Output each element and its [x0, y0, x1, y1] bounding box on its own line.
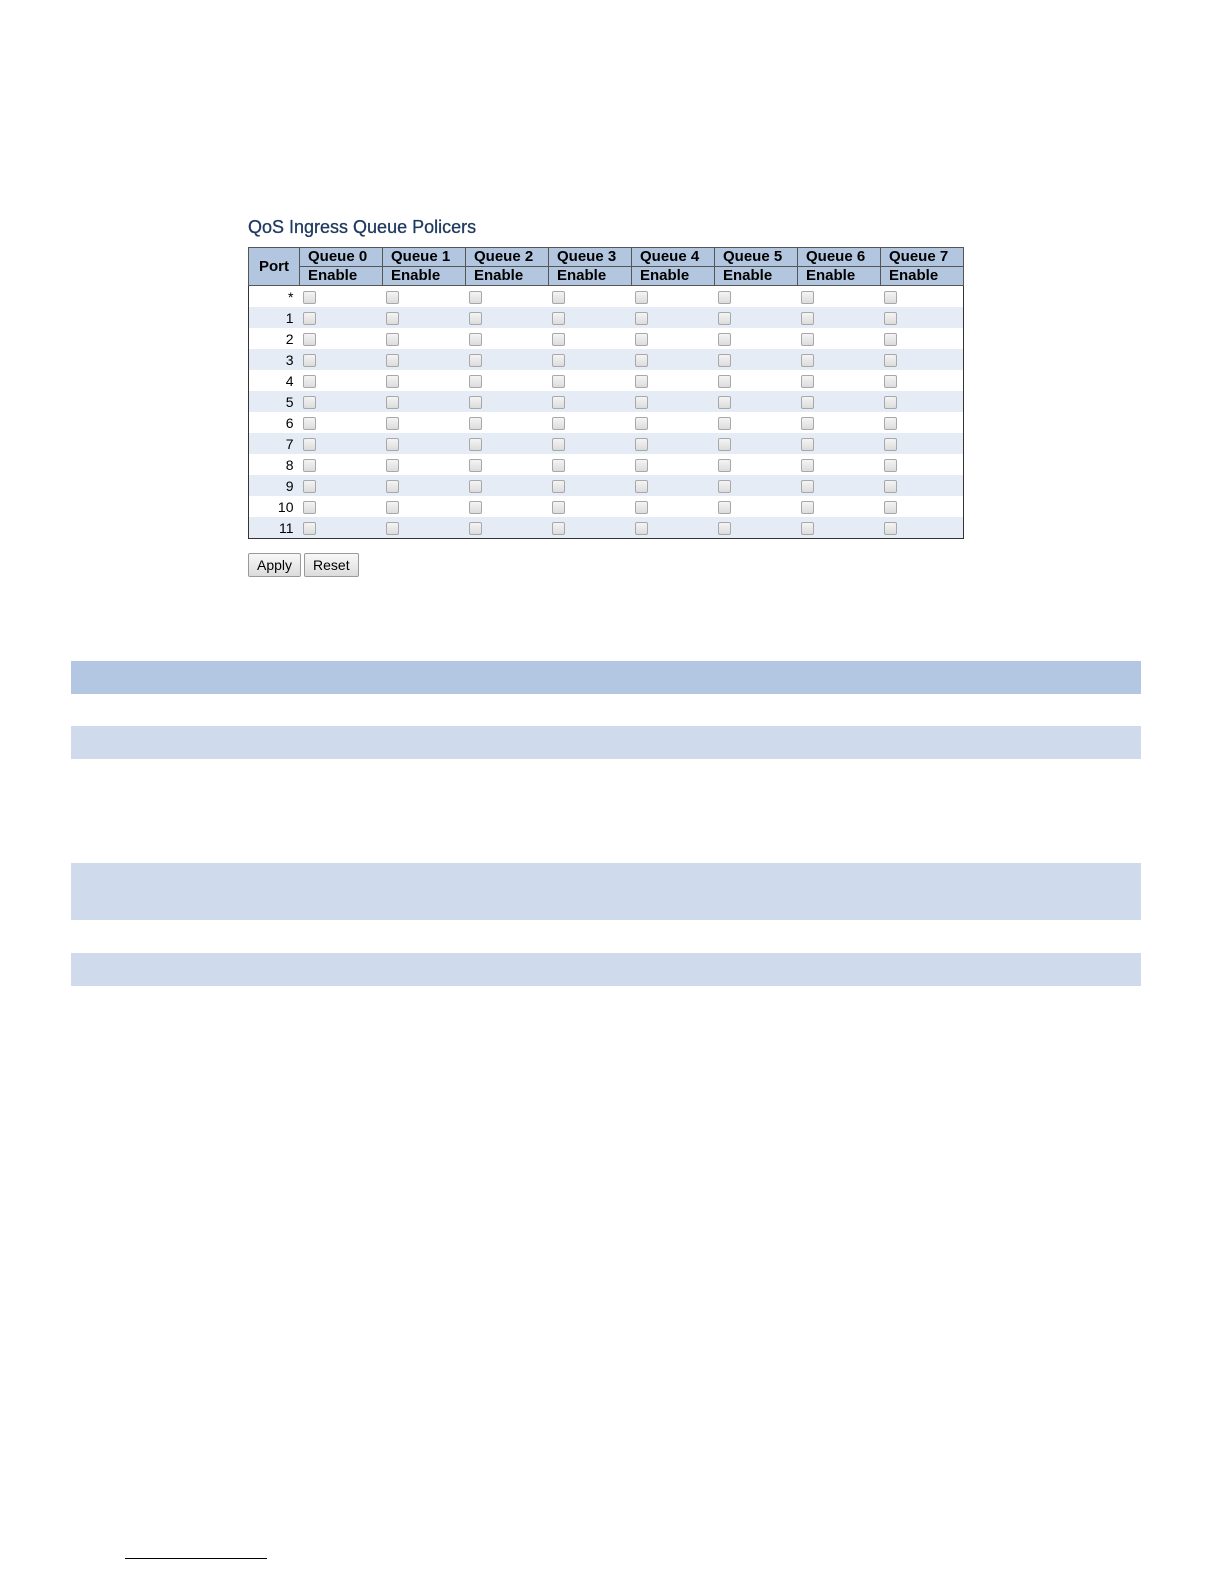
- queue-1-enable-checkbox[interactable]: [386, 480, 399, 493]
- queue-2-enable-checkbox[interactable]: [469, 354, 482, 367]
- queue-5-enable-cell: [715, 433, 798, 454]
- queue-4-enable-cell: [632, 517, 715, 539]
- queue-4-enable-cell: [632, 286, 715, 308]
- queue-4-enable-checkbox[interactable]: [635, 396, 648, 409]
- queue-3-enable-checkbox[interactable]: [552, 417, 565, 430]
- column-subheader-enable: Enable: [798, 267, 881, 286]
- queue-0-enable-checkbox[interactable]: [303, 480, 316, 493]
- port-cell: 4: [249, 370, 300, 391]
- queue-4-enable-cell: [632, 391, 715, 412]
- queue-3-enable-checkbox[interactable]: [552, 459, 565, 472]
- queue-1-enable-checkbox[interactable]: [386, 375, 399, 388]
- queue-4-enable-checkbox[interactable]: [635, 501, 648, 514]
- queue-7-enable-checkbox[interactable]: [884, 354, 897, 367]
- table-row: [249, 433, 964, 454]
- queue-1-enable-cell: [383, 328, 466, 349]
- port-cell: 2: [249, 328, 300, 349]
- queue-7-enable-checkbox[interactable]: [884, 396, 897, 409]
- queue-5-enable-cell: [715, 475, 798, 496]
- queue-5-enable-cell: [715, 328, 798, 349]
- queue-5-enable-cell: [715, 391, 798, 412]
- queue-1-enable-checkbox[interactable]: [386, 333, 399, 346]
- queue-0-enable-cell: [300, 286, 383, 308]
- table-row: [249, 370, 964, 391]
- queue-7-enable-cell: [881, 391, 964, 412]
- queue-0-enable-checkbox[interactable]: [303, 522, 316, 535]
- queue-3-enable-checkbox[interactable]: [552, 522, 565, 535]
- queue-7-enable-checkbox[interactable]: [884, 480, 897, 493]
- queue-0-enable-cell: [300, 412, 383, 433]
- table-row: [249, 349, 964, 370]
- queue-1-enable-checkbox[interactable]: [386, 354, 399, 367]
- queue-2-enable-cell: [466, 517, 549, 539]
- queue-3-enable-cell: [549, 496, 632, 517]
- queue-0-enable-checkbox[interactable]: [303, 501, 316, 514]
- queue-6-enable-checkbox[interactable]: [801, 417, 814, 430]
- queue-5-enable-checkbox[interactable]: [718, 333, 731, 346]
- table-row: [249, 517, 964, 539]
- queue-6-enable-checkbox[interactable]: [801, 354, 814, 367]
- queue-1-enable-checkbox[interactable]: [386, 291, 399, 304]
- queue-3-enable-cell: [549, 454, 632, 475]
- queue-0-enable-cell: [300, 370, 383, 391]
- queue-1-enable-cell: [383, 286, 466, 308]
- queue-5-enable-checkbox[interactable]: [718, 459, 731, 472]
- port-cell: 5: [249, 391, 300, 412]
- queue-5-enable-checkbox[interactable]: [718, 375, 731, 388]
- queue-3-enable-cell: [549, 370, 632, 391]
- queue-6-enable-cell: [798, 517, 881, 539]
- table-row: [249, 391, 964, 412]
- queue-6-enable-checkbox[interactable]: [801, 396, 814, 409]
- queue-2-enable-checkbox[interactable]: [469, 312, 482, 325]
- queue-4-enable-checkbox[interactable]: [635, 438, 648, 451]
- queue-1-enable-checkbox[interactable]: [386, 312, 399, 325]
- queue-4-enable-cell: [632, 454, 715, 475]
- queue-6-enable-checkbox[interactable]: [801, 291, 814, 304]
- queue-6-enable-cell: [798, 496, 881, 517]
- queue-6-enable-cell: [798, 475, 881, 496]
- table-row: [249, 412, 964, 433]
- queue-4-enable-cell: [632, 307, 715, 328]
- column-header-queue-5: Queue 5: [715, 248, 798, 267]
- queue-0-enable-checkbox[interactable]: [303, 312, 316, 325]
- queue-4-enable-checkbox[interactable]: [635, 312, 648, 325]
- queue-3-enable-checkbox[interactable]: [552, 438, 565, 451]
- queue-3-enable-checkbox[interactable]: [552, 375, 565, 388]
- queue-4-enable-checkbox[interactable]: [635, 459, 648, 472]
- queue-4-enable-checkbox[interactable]: [635, 333, 648, 346]
- queue-7-enable-cell: [881, 412, 964, 433]
- queue-3-enable-cell: [549, 391, 632, 412]
- column-subheader-enable: Enable: [466, 267, 549, 286]
- qos-ingress-queue-policers-panel: [248, 215, 964, 577]
- queue-3-enable-cell: [549, 328, 632, 349]
- queue-6-enable-cell: [798, 433, 881, 454]
- table-row: [249, 286, 964, 308]
- queue-4-enable-checkbox[interactable]: [635, 522, 648, 535]
- column-header-queue-3: Queue 3: [549, 248, 632, 267]
- queue-4-enable-checkbox[interactable]: [635, 291, 648, 304]
- queue-1-enable-checkbox[interactable]: [386, 396, 399, 409]
- queue-7-enable-checkbox[interactable]: [884, 459, 897, 472]
- port-cell: 9: [249, 475, 300, 496]
- queue-4-enable-cell: [632, 328, 715, 349]
- queue-7-enable-cell: [881, 328, 964, 349]
- queue-1-enable-checkbox[interactable]: [386, 501, 399, 514]
- queue-3-enable-cell: [549, 412, 632, 433]
- queue-0-enable-checkbox[interactable]: [303, 354, 316, 367]
- queue-1-enable-cell: [383, 517, 466, 539]
- queue-4-enable-checkbox[interactable]: [635, 375, 648, 388]
- section-band: [71, 726, 1141, 759]
- queue-2-enable-checkbox[interactable]: [469, 522, 482, 535]
- queue-3-enable-checkbox[interactable]: [552, 291, 565, 304]
- queue-2-enable-cell: [466, 307, 549, 328]
- queue-6-enable-checkbox[interactable]: [801, 438, 814, 451]
- queue-2-enable-checkbox[interactable]: [469, 396, 482, 409]
- queue-3-enable-checkbox[interactable]: [552, 501, 565, 514]
- port-cell: 3: [249, 349, 300, 370]
- queue-7-enable-cell: [881, 307, 964, 328]
- queue-1-enable-checkbox[interactable]: [386, 438, 399, 451]
- queue-4-enable-checkbox[interactable]: [635, 417, 648, 430]
- queue-6-enable-checkbox[interactable]: [801, 480, 814, 493]
- queue-2-enable-cell: [466, 328, 549, 349]
- queue-2-enable-cell: [466, 433, 549, 454]
- queue-1-enable-cell: [383, 454, 466, 475]
- queue-0-enable-cell: [300, 328, 383, 349]
- queue-6-enable-checkbox[interactable]: [801, 522, 814, 535]
- queue-2-enable-checkbox[interactable]: [469, 501, 482, 514]
- queue-6-enable-checkbox[interactable]: [801, 459, 814, 472]
- queue-7-enable-cell: [881, 517, 964, 539]
- queue-7-enable-checkbox[interactable]: [884, 417, 897, 430]
- queue-1-enable-cell: [383, 370, 466, 391]
- queue-3-enable-cell: [549, 286, 632, 308]
- queue-3-enable-checkbox[interactable]: [552, 396, 565, 409]
- queue-7-enable-cell: [881, 475, 964, 496]
- port-cell: 1: [249, 307, 300, 328]
- queue-5-enable-checkbox[interactable]: [718, 396, 731, 409]
- column-subheader-enable: Enable: [300, 267, 383, 286]
- queue-2-enable-checkbox[interactable]: [469, 417, 482, 430]
- port-cell: 8: [249, 454, 300, 475]
- queue-4-enable-cell: [632, 475, 715, 496]
- queue-5-enable-cell: [715, 412, 798, 433]
- queue-6-enable-cell: [798, 349, 881, 370]
- queue-2-enable-cell: [466, 370, 549, 391]
- queue-5-enable-checkbox[interactable]: [718, 312, 731, 325]
- column-header-queue-6: Queue 6: [798, 248, 881, 267]
- queue-2-enable-cell: [466, 454, 549, 475]
- port-cell: 11: [249, 517, 300, 539]
- queue-1-enable-checkbox[interactable]: [386, 522, 399, 535]
- queue-2-enable-cell: [466, 349, 549, 370]
- column-subheader-enable: Enable: [549, 267, 632, 286]
- queue-7-enable-cell: [881, 433, 964, 454]
- queue-4-enable-cell: [632, 496, 715, 517]
- port-cell: 10: [249, 496, 300, 517]
- queue-6-enable-checkbox[interactable]: [801, 501, 814, 514]
- queue-7-enable-checkbox[interactable]: [884, 312, 897, 325]
- queue-7-enable-checkbox[interactable]: [884, 291, 897, 304]
- button-row: [248, 553, 964, 577]
- queue-0-enable-cell: [300, 517, 383, 539]
- section-band: [71, 953, 1141, 986]
- queue-5-enable-checkbox[interactable]: [718, 480, 731, 493]
- queue-3-enable-cell: [549, 433, 632, 454]
- queue-6-enable-cell: [798, 328, 881, 349]
- table-row: [249, 496, 964, 517]
- column-header-queue-1: Queue 1: [383, 248, 466, 267]
- header-row-queues: [249, 248, 964, 267]
- queue-6-enable-checkbox[interactable]: [801, 312, 814, 325]
- column-header-queue-7: Queue 7: [881, 248, 964, 267]
- queue-1-enable-cell: [383, 433, 466, 454]
- queue-2-enable-cell: [466, 496, 549, 517]
- queue-4-enable-cell: [632, 349, 715, 370]
- queue-4-enable-checkbox[interactable]: [635, 480, 648, 493]
- queue-2-enable-checkbox[interactable]: [469, 459, 482, 472]
- queue-0-enable-cell: [300, 349, 383, 370]
- section-band: [71, 661, 1141, 694]
- column-subheader-enable: Enable: [881, 267, 964, 286]
- queue-2-enable-cell: [466, 412, 549, 433]
- queue-5-enable-cell: [715, 454, 798, 475]
- queue-5-enable-checkbox[interactable]: [718, 501, 731, 514]
- queue-1-enable-cell: [383, 475, 466, 496]
- table-row: [249, 454, 964, 475]
- queue-2-enable-checkbox[interactable]: [469, 480, 482, 493]
- queue-7-enable-checkbox[interactable]: [884, 375, 897, 388]
- queue-6-enable-cell: [798, 370, 881, 391]
- queue-5-enable-cell: [715, 370, 798, 391]
- queue-7-enable-checkbox[interactable]: [884, 522, 897, 535]
- queue-1-enable-cell: [383, 496, 466, 517]
- queue-0-enable-checkbox[interactable]: [303, 333, 316, 346]
- queue-3-enable-cell: [549, 475, 632, 496]
- queue-1-enable-cell: [383, 391, 466, 412]
- queue-4-enable-checkbox[interactable]: [635, 354, 648, 367]
- footnote-separator: [125, 1558, 267, 1559]
- header-row-enable: [249, 267, 964, 286]
- section-band: [71, 863, 1141, 920]
- queue-2-enable-cell: [466, 475, 549, 496]
- column-subheader-enable: Enable: [383, 267, 466, 286]
- column-header-queue-4: Queue 4: [632, 248, 715, 267]
- port-cell: 7: [249, 433, 300, 454]
- queue-4-enable-cell: [632, 370, 715, 391]
- reset-button[interactable]: Reset: [304, 553, 359, 577]
- table-body: [249, 286, 964, 539]
- queue-2-enable-checkbox[interactable]: [469, 333, 482, 346]
- queue-3-enable-cell: [549, 517, 632, 539]
- queue-1-enable-cell: [383, 349, 466, 370]
- queue-3-enable-checkbox[interactable]: [552, 312, 565, 325]
- table-row: [249, 328, 964, 349]
- apply-button[interactable]: Apply: [248, 553, 301, 577]
- table-row: [249, 475, 964, 496]
- queue-7-enable-checkbox[interactable]: [884, 333, 897, 346]
- queue-0-enable-cell: [300, 454, 383, 475]
- queue-0-enable-cell: [300, 475, 383, 496]
- queue-4-enable-cell: [632, 412, 715, 433]
- port-cell: 6: [249, 412, 300, 433]
- queue-6-enable-cell: [798, 412, 881, 433]
- queue-7-enable-cell: [881, 454, 964, 475]
- queue-6-enable-checkbox[interactable]: [801, 375, 814, 388]
- queue-7-enable-checkbox[interactable]: [884, 501, 897, 514]
- queue-0-enable-checkbox[interactable]: [303, 417, 316, 430]
- queue-7-enable-cell: [881, 286, 964, 308]
- queue-0-enable-checkbox[interactable]: [303, 396, 316, 409]
- queue-5-enable-checkbox[interactable]: [718, 417, 731, 430]
- column-header-queue-2: Queue 2: [466, 248, 549, 267]
- queue-1-enable-checkbox[interactable]: [386, 459, 399, 472]
- column-subheader-enable: Enable: [715, 267, 798, 286]
- queue-6-enable-cell: [798, 307, 881, 328]
- port-cell: *: [249, 286, 300, 308]
- queue-6-enable-cell: [798, 391, 881, 412]
- page-title: QoS Ingress Queue Policers: [248, 217, 477, 237]
- queue-2-enable-checkbox[interactable]: [469, 375, 482, 388]
- queue-6-enable-checkbox[interactable]: [801, 333, 814, 346]
- queue-6-enable-cell: [798, 454, 881, 475]
- queue-3-enable-checkbox[interactable]: [552, 480, 565, 493]
- queue-0-enable-cell: [300, 433, 383, 454]
- queue-1-enable-cell: [383, 412, 466, 433]
- queue-3-enable-checkbox[interactable]: [552, 354, 565, 367]
- queue-7-enable-checkbox[interactable]: [884, 438, 897, 451]
- queue-5-enable-cell: [715, 496, 798, 517]
- queue-2-enable-checkbox[interactable]: [469, 291, 482, 304]
- table-row: [249, 307, 964, 328]
- queue-policers-table: [248, 247, 964, 539]
- queue-5-enable-checkbox[interactable]: [718, 438, 731, 451]
- column-subheader-enable: Enable: [632, 267, 715, 286]
- queue-5-enable-cell: [715, 517, 798, 539]
- queue-0-enable-checkbox[interactable]: [303, 375, 316, 388]
- queue-5-enable-cell: [715, 307, 798, 328]
- queue-7-enable-cell: [881, 370, 964, 391]
- queue-0-enable-cell: [300, 391, 383, 412]
- queue-2-enable-cell: [466, 286, 549, 308]
- queue-1-enable-cell: [383, 307, 466, 328]
- queue-5-enable-checkbox[interactable]: [718, 522, 731, 535]
- queue-5-enable-cell: [715, 349, 798, 370]
- queue-1-enable-checkbox[interactable]: [386, 417, 399, 430]
- queue-7-enable-cell: [881, 496, 964, 517]
- queue-0-enable-checkbox[interactable]: [303, 291, 316, 304]
- queue-0-enable-cell: [300, 496, 383, 517]
- column-header-queue-0: Queue 0: [300, 248, 383, 267]
- queue-5-enable-cell: [715, 286, 798, 308]
- column-header-port: Port: [249, 248, 300, 286]
- queue-0-enable-checkbox[interactable]: [303, 459, 316, 472]
- queue-7-enable-cell: [881, 349, 964, 370]
- queue-0-enable-cell: [300, 307, 383, 328]
- queue-5-enable-checkbox[interactable]: [718, 354, 731, 367]
- queue-2-enable-cell: [466, 391, 549, 412]
- queue-4-enable-cell: [632, 433, 715, 454]
- queue-3-enable-checkbox[interactable]: [552, 333, 565, 346]
- queue-0-enable-checkbox[interactable]: [303, 438, 316, 451]
- queue-6-enable-cell: [798, 286, 881, 308]
- queue-5-enable-checkbox[interactable]: [718, 291, 731, 304]
- queue-2-enable-checkbox[interactable]: [469, 438, 482, 451]
- queue-3-enable-cell: [549, 307, 632, 328]
- queue-3-enable-cell: [549, 349, 632, 370]
